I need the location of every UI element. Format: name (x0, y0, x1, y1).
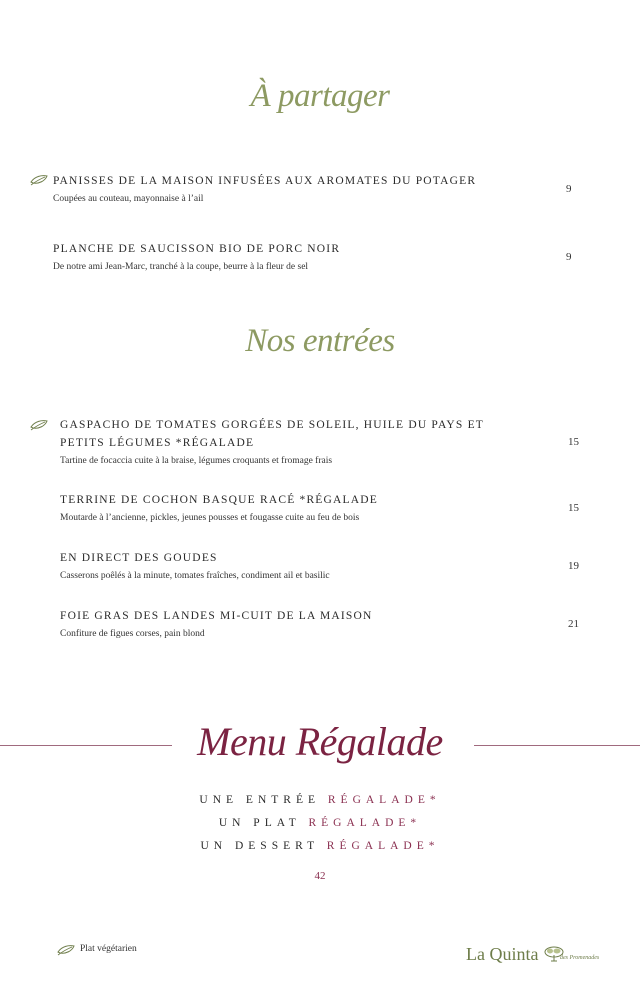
item-price: 15 (568, 436, 579, 448)
regalade-prefix: UN DESSERT (200, 840, 327, 852)
menu-item (53, 240, 493, 273)
regalade-highlight: RÉGALADE* (327, 794, 441, 806)
item-name: TERRINE DE COCHON BASQUE RACÉ *RÉGALADE (60, 494, 379, 506)
item-description: Confiture de figues corses, pain blond (60, 629, 205, 639)
item-description: Moutarde à l’ancienne, pickles, jeunes pousses et fougasse cuite au feu de bois (60, 513, 360, 523)
leaf-icon (30, 419, 48, 431)
regalade-prefix: UNE ENTRÉE (199, 794, 328, 806)
item-price: 19 (568, 560, 579, 572)
section-title-nos-entrees: Nos entrées (245, 323, 395, 359)
item-name-line2: PETITS LÉGUMES *RÉGALADE (60, 437, 255, 449)
brand-logo: La Quinta (466, 944, 539, 964)
item-name (60, 416, 500, 452)
menu-item (53, 172, 493, 205)
menu-regalade-title: Menu Régalade (197, 719, 443, 764)
legend-vegetarian-label: Plat végétarien (80, 944, 137, 954)
item-name: EN DIRECT DES GOUDES (60, 552, 218, 564)
item-price: 15 (568, 502, 579, 514)
brand-subtitle: des Promenades (560, 955, 600, 961)
regalade-price: 42 (314, 870, 326, 882)
menu-item (60, 491, 500, 524)
regalade-highlight: RÉGALADE* (326, 840, 440, 852)
menu-item (60, 607, 500, 640)
leaf-icon (30, 174, 48, 186)
menu-item (60, 416, 500, 467)
item-description: Coupées au couteau, mayonnaise à l’ail (53, 194, 204, 204)
item-price: 9 (566, 251, 572, 263)
regalade-line-dessert (0, 840, 640, 852)
item-price: 9 (566, 183, 572, 195)
regalade-line-entree (0, 794, 640, 806)
item-name: PLANCHE DE SAUCISSON BIO DE PORC NOIR (53, 243, 341, 255)
item-name: FOIE GRAS DES LANDES MI-CUIT DE LA MAISON (60, 610, 373, 622)
regalade-line-plat (0, 817, 640, 829)
leaf-icon (57, 944, 75, 956)
item-name: PANISSES DE LA MAISON INFUSÉES AUX AROMATES DU POTAGER (53, 175, 477, 187)
menu-item (60, 549, 500, 582)
item-description: Tartine de focaccia cuite à la braise, légumes croquants et fromage frais (60, 456, 333, 466)
regalade-prefix: UN PLAT (218, 817, 309, 829)
item-price: 21 (568, 618, 579, 630)
regalade-highlight: RÉGALADE* (308, 817, 422, 829)
item-description: De notre ami Jean-Marc, tranché à la coupe, beurre à la fleur de sel (53, 262, 309, 272)
item-description: Casserons poêlés à la minute, tomates fraîches, condiment ail et basilic (60, 571, 330, 581)
item-name-line1: GASPACHO DE TOMATES GORGÉES DE SOLEIL, HUILE DU PAYS ET (60, 419, 485, 431)
section-title-a-partager: À partager (250, 78, 390, 114)
